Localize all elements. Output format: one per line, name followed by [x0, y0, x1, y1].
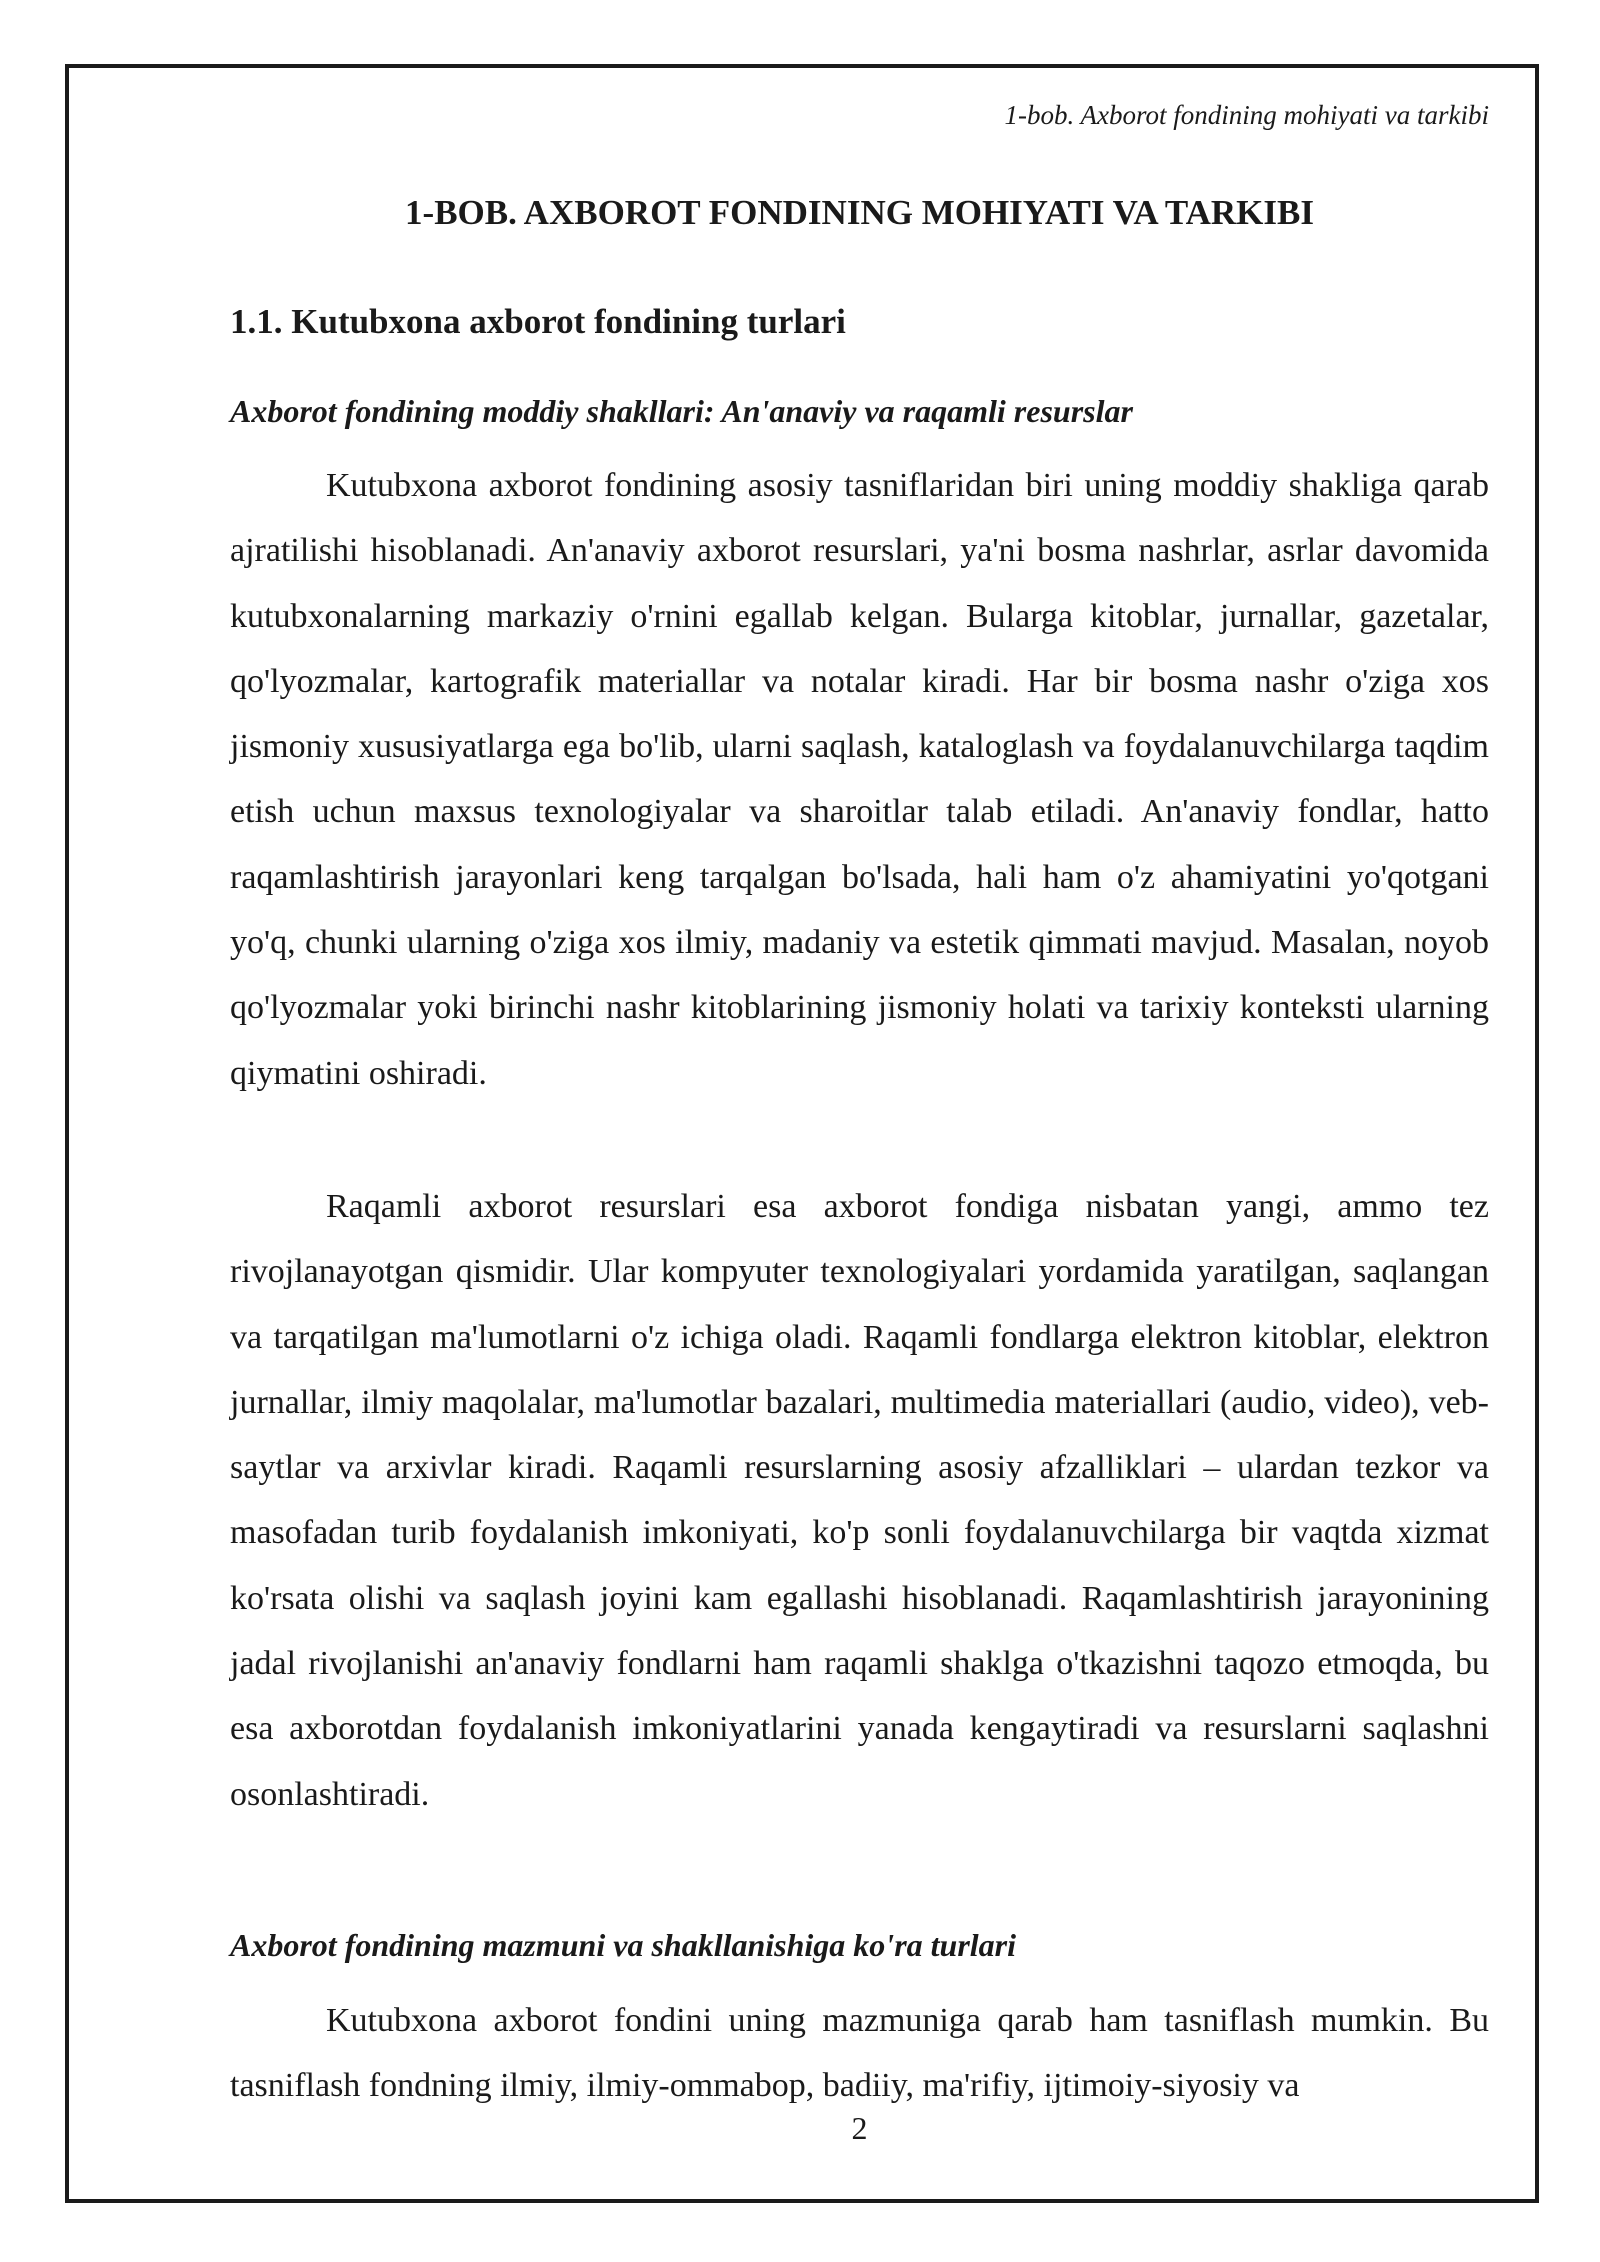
body-paragraph: Kutubxona axborot fondining asosiy tasniflaridan biri uning moddiy shakliga qarab ajratilishi hisoblanadi. An'anaviy axborot resurslari, ya'ni bosma nashrlar, asrlar davomida kutubxonalarning markaziy o'rnini egallab kelgan. Bularga kitoblar, jurnallar, gazetalar, qo'lyozmalar, kartografik materiallar va notalar kiradi. Har bir bosma nashr o'ziga xos jismoniy xususiyatlarga ega bo'lib, ularni saqlash, kataloglash va foydalanuvchilarga taqdim etish uchun maxsus texnologiyalar va sharoitlar talab etiladi. An'anaviy fondlar, hatto raqamlashtirish jarayonlari keng tarqalgan bo'lsada, hali ham o'z ahamiyatini yo'qotgani yo'q, chunki ularning o'ziga xos ilmiy, madaniy va estetik qimmati mavjud. Masalan, noyob qo'lyozmalar yoki birinchi nashr kitoblarining jismoniy holati va tarixiy konteksti ularning qiymatini oshiradi. [230, 467, 1489, 1092]
body-paragraph: Kutubxona axborot fondini uning mazmuniga qarab ham tasniflash mumkin. Bu tasniflash fondning ilmiy, ilmiy-ommabop, badiiy, ma'rifiy, ijtimoiy-siyosiy va [230, 2002, 1489, 2105]
section-title: 1.1. Kutubxona axborot fondining turlari [230, 302, 846, 341]
subsection-heading: Axborot fondining moddiy shakllari: An'anaviy va raqamli resurslar [230, 393, 1133, 429]
page-number: 2 [851, 2110, 868, 2146]
chapter-title: 1-BOB. AXBOROT FONDINING MOHIYATI VA TARKIBI [405, 193, 1314, 232]
running-header: 1-bob. Axborot fondining mohiyati va tarkibi [1004, 100, 1489, 130]
subsection-heading: Axborot fondining mazmuni va shakllanishiga ko'ra turlari [230, 1927, 1017, 1963]
body-paragraph: Raqamli axborot resurslari esa axborot fondiga nisbatan yangi, ammo tez rivojlanayotgan qismidir. Ular kompyuter texnologiyalari yordamida yaratilgan, saqlangan va tarqatilgan ma'lumotlarni o'z ichiga oladi. Raqamli fondlarga elektron kitoblar, elektron jurnallar, ilmiy maqolalar, ma'lumotlar bazalari, multimedia materiallari (audio, video), veb-saytlar va arxivlar kiradi. Raqamli resurslarning asosiy afzalliklari – ulardan tezkor va masofadan turib foydalanish imkoniyati, ko'p sonli foydalanuvchilarga bir vaqtda xizmat ko'rsata olishi va saqlash joyini kam egallashi hisoblanadi. Raqamlashtirish jarayonining jadal rivojlanishi an'anaviy fondlarni ham raqamli shaklga o'tkazishni taqozo etmoqda, bu esa axborotdan foydalanish imkoniyatlarini yanada kengaytiradi va resurslarni saqlashni osonlashtiradi. [230, 1188, 1489, 1813]
page-border [65, 64, 1539, 2203]
